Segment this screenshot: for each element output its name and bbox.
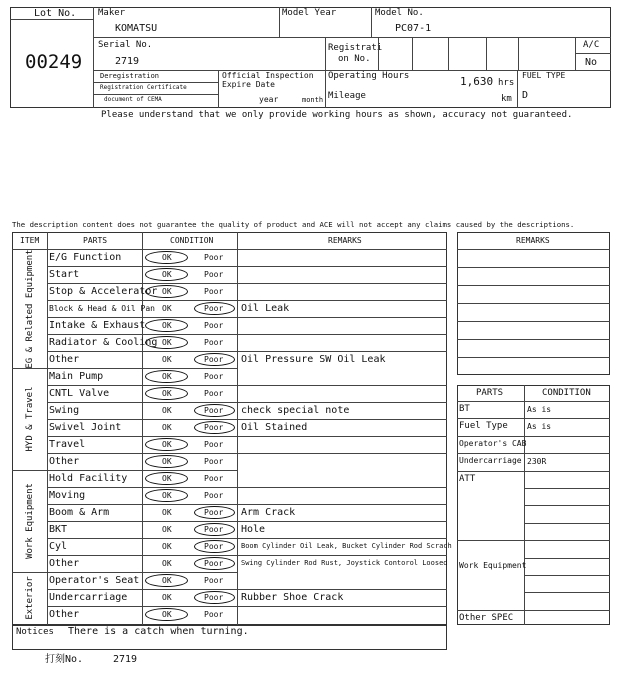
part-name: Stop & Accelerator xyxy=(49,285,158,297)
row-remark: Oil Stained xyxy=(241,421,308,433)
spec-condition-value: As is xyxy=(527,422,552,432)
fuel-type-label: FUEL TYPE xyxy=(522,71,566,80)
part-name: Hold Facility xyxy=(49,472,128,484)
ok-circle-mark xyxy=(145,285,188,298)
poor-circle-mark xyxy=(194,506,235,519)
hours-notice: Please understand that we only provide working hours as shown, accuracy not guaranteed. xyxy=(101,110,573,120)
lot-number: 00249 xyxy=(25,51,83,73)
parts-row-line xyxy=(524,575,610,576)
row-divider xyxy=(47,419,447,420)
parts-row-line xyxy=(524,488,610,489)
condition-poor: Poor xyxy=(204,542,224,551)
document-of-cema-label: document of CEMA xyxy=(104,96,162,103)
row-divider xyxy=(47,385,447,386)
condition-poor: Poor xyxy=(204,457,224,466)
maker-value: KOMATSU xyxy=(115,23,158,34)
ok-circle-mark xyxy=(145,608,188,621)
row-remark: Swing Cylinder Rod Rust, Joystick Contorol Loosed xyxy=(241,559,448,567)
row-divider xyxy=(47,555,447,556)
poor-circle-mark xyxy=(194,302,235,315)
registration-no-label-2: on No. xyxy=(338,54,371,64)
stamp-no-value: 2719 xyxy=(113,654,138,665)
row-remark: Oil Pressure SW Oil Leak xyxy=(241,353,386,365)
condition-ok: OK xyxy=(162,321,172,330)
ok-circle-mark xyxy=(145,472,188,485)
row-divider xyxy=(47,402,447,403)
notices-text: There is a catch when turning. xyxy=(68,626,249,637)
operating-hours-label: Operating Hours xyxy=(328,71,410,81)
condition-poor: Poor xyxy=(204,474,224,483)
ok-circle-mark xyxy=(145,336,188,349)
row-remark: Arm Crack xyxy=(241,506,296,518)
row-divider xyxy=(47,436,447,437)
parts-row-line xyxy=(524,505,610,506)
poor-circle-mark xyxy=(194,404,235,417)
serial-no-label: Serial No. xyxy=(98,40,153,50)
part-name: CNTL Valve xyxy=(49,387,110,399)
condition-poor: Poor xyxy=(204,593,224,602)
condition-ok: OK xyxy=(162,270,172,279)
condition-ok: OK xyxy=(162,542,172,551)
part-name: Other xyxy=(49,557,80,569)
spec-part-name: Other SPEC xyxy=(459,612,514,623)
parts-row-line xyxy=(457,418,610,419)
condition-ok: OK xyxy=(162,287,172,296)
registration-no-label: Registrati xyxy=(328,43,383,53)
item-group-label: HYD & Travel xyxy=(25,386,35,452)
row-divider xyxy=(47,300,447,301)
remarks-line xyxy=(457,339,610,340)
model-no-value: PC07-1 xyxy=(395,23,432,34)
poor-circle-mark xyxy=(194,353,235,366)
model-no-label: Model No. xyxy=(375,8,424,18)
parts-header: PARTS xyxy=(476,388,504,398)
part-name: Main Pump xyxy=(49,370,104,382)
spec-part-name: Undercarriage xyxy=(459,456,522,466)
remarks-line xyxy=(457,321,610,322)
part-name: Other xyxy=(49,455,80,467)
condition-ok: OK xyxy=(162,457,172,466)
group-divider xyxy=(12,470,237,471)
parts-row-line xyxy=(457,610,610,611)
mileage-label: Mileage xyxy=(328,91,366,101)
condition-ok: OK xyxy=(162,559,172,568)
parts-column-header: PARTS xyxy=(83,236,108,245)
spec-part-name: BT xyxy=(459,404,470,414)
row-divider xyxy=(47,538,447,539)
spec-condition-value: 230R xyxy=(527,457,547,467)
condition-ok: OK xyxy=(162,304,172,313)
parts-row-line xyxy=(524,592,610,593)
model-year-label: Model Year xyxy=(282,8,337,18)
spec-part-name: Operator's CAB xyxy=(459,438,527,448)
part-name: Block & Head & Oil Pan xyxy=(49,303,155,313)
part-name: Swing xyxy=(49,404,80,416)
remarks-line xyxy=(457,267,610,268)
header-box xyxy=(10,7,611,108)
condition-poor: Poor xyxy=(204,321,224,330)
row-remark: Oil Leak xyxy=(241,302,290,314)
ok-circle-mark xyxy=(145,438,188,451)
part-name: Intake & Exhaust xyxy=(49,319,146,331)
part-name: E/G Function xyxy=(49,251,122,263)
part-name: Radiator & Cooling xyxy=(49,336,158,348)
spec-condition-value: As is xyxy=(527,405,552,414)
part-name: Start xyxy=(49,268,80,280)
item-column-header: ITEM xyxy=(20,236,40,245)
row-divider xyxy=(47,589,447,590)
right-remarks-header: REMARKS xyxy=(516,236,550,245)
maker-label: Maker xyxy=(98,8,126,18)
row-remark: Boom Cylinder Oil Leak, Bucket Cylinder Rod Scrach xyxy=(241,542,452,550)
row-divider xyxy=(47,317,447,318)
ok-circle-mark xyxy=(145,251,188,264)
parts-row-line xyxy=(457,540,610,541)
group-divider xyxy=(12,572,237,573)
condition-poor: Poor xyxy=(204,372,224,381)
condition-poor: Poor xyxy=(204,423,224,432)
registration-certificate-label: Registration Certificate xyxy=(100,84,187,91)
row-divider xyxy=(47,351,447,352)
condition-poor: Poor xyxy=(204,406,224,415)
part-name: Other xyxy=(49,608,80,620)
notices-label: Notices xyxy=(16,627,54,637)
serial-no-value: 2719 xyxy=(115,56,140,67)
row-divider xyxy=(47,487,447,488)
condition-ok: OK xyxy=(162,253,172,262)
parts-row-line xyxy=(457,436,610,437)
condition-ok: OK xyxy=(162,355,172,364)
parts-row-line xyxy=(524,523,610,524)
part-name: BKT xyxy=(49,523,68,535)
row-divider xyxy=(47,283,447,284)
spec-part-name: Work Equipment xyxy=(459,560,527,570)
row-remark: check special note xyxy=(241,404,350,416)
part-name: Swivel Joint xyxy=(49,421,122,433)
ok-circle-mark xyxy=(145,489,188,502)
row-divider xyxy=(47,453,447,454)
condition-poor: Poor xyxy=(204,559,224,568)
part-name: Boom & Arm xyxy=(49,506,110,518)
condition-poor: Poor xyxy=(204,508,224,517)
ok-circle-mark xyxy=(145,574,188,587)
condition-poor: Poor xyxy=(204,525,224,534)
condition-poor: Poor xyxy=(204,610,224,619)
condition-column-header: CONDITION xyxy=(170,236,214,245)
condition-poor: Poor xyxy=(204,287,224,296)
condition-ok: OK xyxy=(162,508,172,517)
spec-part-name: ATT xyxy=(459,473,476,484)
condition-ok: OK xyxy=(162,610,172,619)
poor-circle-mark xyxy=(194,523,235,536)
poor-circle-mark xyxy=(194,540,235,553)
parts-row-line xyxy=(457,453,610,454)
remarks-line xyxy=(457,357,610,358)
row-divider xyxy=(47,334,447,335)
condition-ok: OK xyxy=(162,406,172,415)
part-name: Operator's Seat xyxy=(49,574,140,586)
operating-hours-value: 1,630 xyxy=(460,75,494,88)
condition-poor: Poor xyxy=(204,440,224,449)
hrs-unit: hrs xyxy=(498,78,515,88)
condition-ok: OK xyxy=(162,593,172,602)
condition-poor: Poor xyxy=(204,253,224,262)
ok-circle-mark xyxy=(145,455,188,468)
ok-circle-mark xyxy=(145,370,188,383)
spec-part-name: Fuel Type xyxy=(459,421,508,432)
condition-ok: OK xyxy=(162,474,172,483)
part-name: Travel xyxy=(49,438,86,450)
fuel-type-value: D xyxy=(522,90,529,101)
condition-poor: Poor xyxy=(204,338,224,347)
condition-poor: Poor xyxy=(204,576,224,585)
row-remark: Hole xyxy=(241,523,266,535)
ok-circle-mark xyxy=(145,387,188,400)
condition-poor: Poor xyxy=(204,355,224,364)
group-divider xyxy=(12,368,237,369)
ok-circle-mark xyxy=(145,319,188,332)
row-divider xyxy=(47,504,447,505)
lot-no-label: Lot No. xyxy=(34,8,77,19)
year-label: year xyxy=(259,95,279,104)
item-group-label: Work Equipment xyxy=(25,483,35,559)
condition-poor: Poor xyxy=(204,389,224,398)
item-group-label: EG & Related Equipment xyxy=(25,248,35,369)
deregistration-label: Deregistration xyxy=(100,72,160,80)
condition-ok: OK xyxy=(162,576,172,585)
remarks-line xyxy=(457,285,610,286)
item-group-label: Exterior xyxy=(25,575,35,620)
condition-ok: OK xyxy=(162,491,172,500)
remarks-column-header: REMARKS xyxy=(328,236,362,245)
inspection-label: Official Inspection xyxy=(222,71,314,80)
ac-label: A/C xyxy=(583,40,600,50)
row-divider xyxy=(47,266,447,267)
row-remark: Rubber Shoe Crack xyxy=(241,591,344,603)
km-unit: km xyxy=(501,94,512,104)
row-divider xyxy=(47,521,447,522)
condition-ok: OK xyxy=(162,440,172,449)
stamp-no-label: 打刻No. xyxy=(45,654,84,665)
parts-row-line xyxy=(457,471,610,472)
row-divider xyxy=(47,606,447,607)
ac-value: No xyxy=(585,57,598,68)
remarks-line xyxy=(457,303,610,304)
part-name: Undercarriage xyxy=(49,591,128,603)
condition-ok: OK xyxy=(162,338,172,347)
condition-ok: OK xyxy=(162,372,172,381)
condition-ok: OK xyxy=(162,389,172,398)
month-label: month xyxy=(302,96,324,104)
poor-circle-mark xyxy=(194,421,235,434)
condition-ok: OK xyxy=(162,525,172,534)
part-name: Cyl xyxy=(49,540,68,552)
disclaimer: The description content does not guarantee the quality of product and ACE will not accept any claims caused by the descriptions. xyxy=(12,220,575,229)
condition-poor: Poor xyxy=(204,304,224,313)
condition-header: CONDITION xyxy=(542,388,591,398)
part-name: Other xyxy=(49,353,80,365)
parts-row-line xyxy=(524,558,610,559)
condition-poor: Poor xyxy=(204,270,224,279)
condition-poor: Poor xyxy=(204,491,224,500)
poor-circle-mark xyxy=(194,557,235,570)
ok-circle-mark xyxy=(145,268,188,281)
expire-date-label: Expire Date xyxy=(222,80,275,89)
poor-circle-mark xyxy=(194,591,235,604)
part-name: Moving xyxy=(49,489,86,501)
condition-ok: OK xyxy=(162,423,172,432)
